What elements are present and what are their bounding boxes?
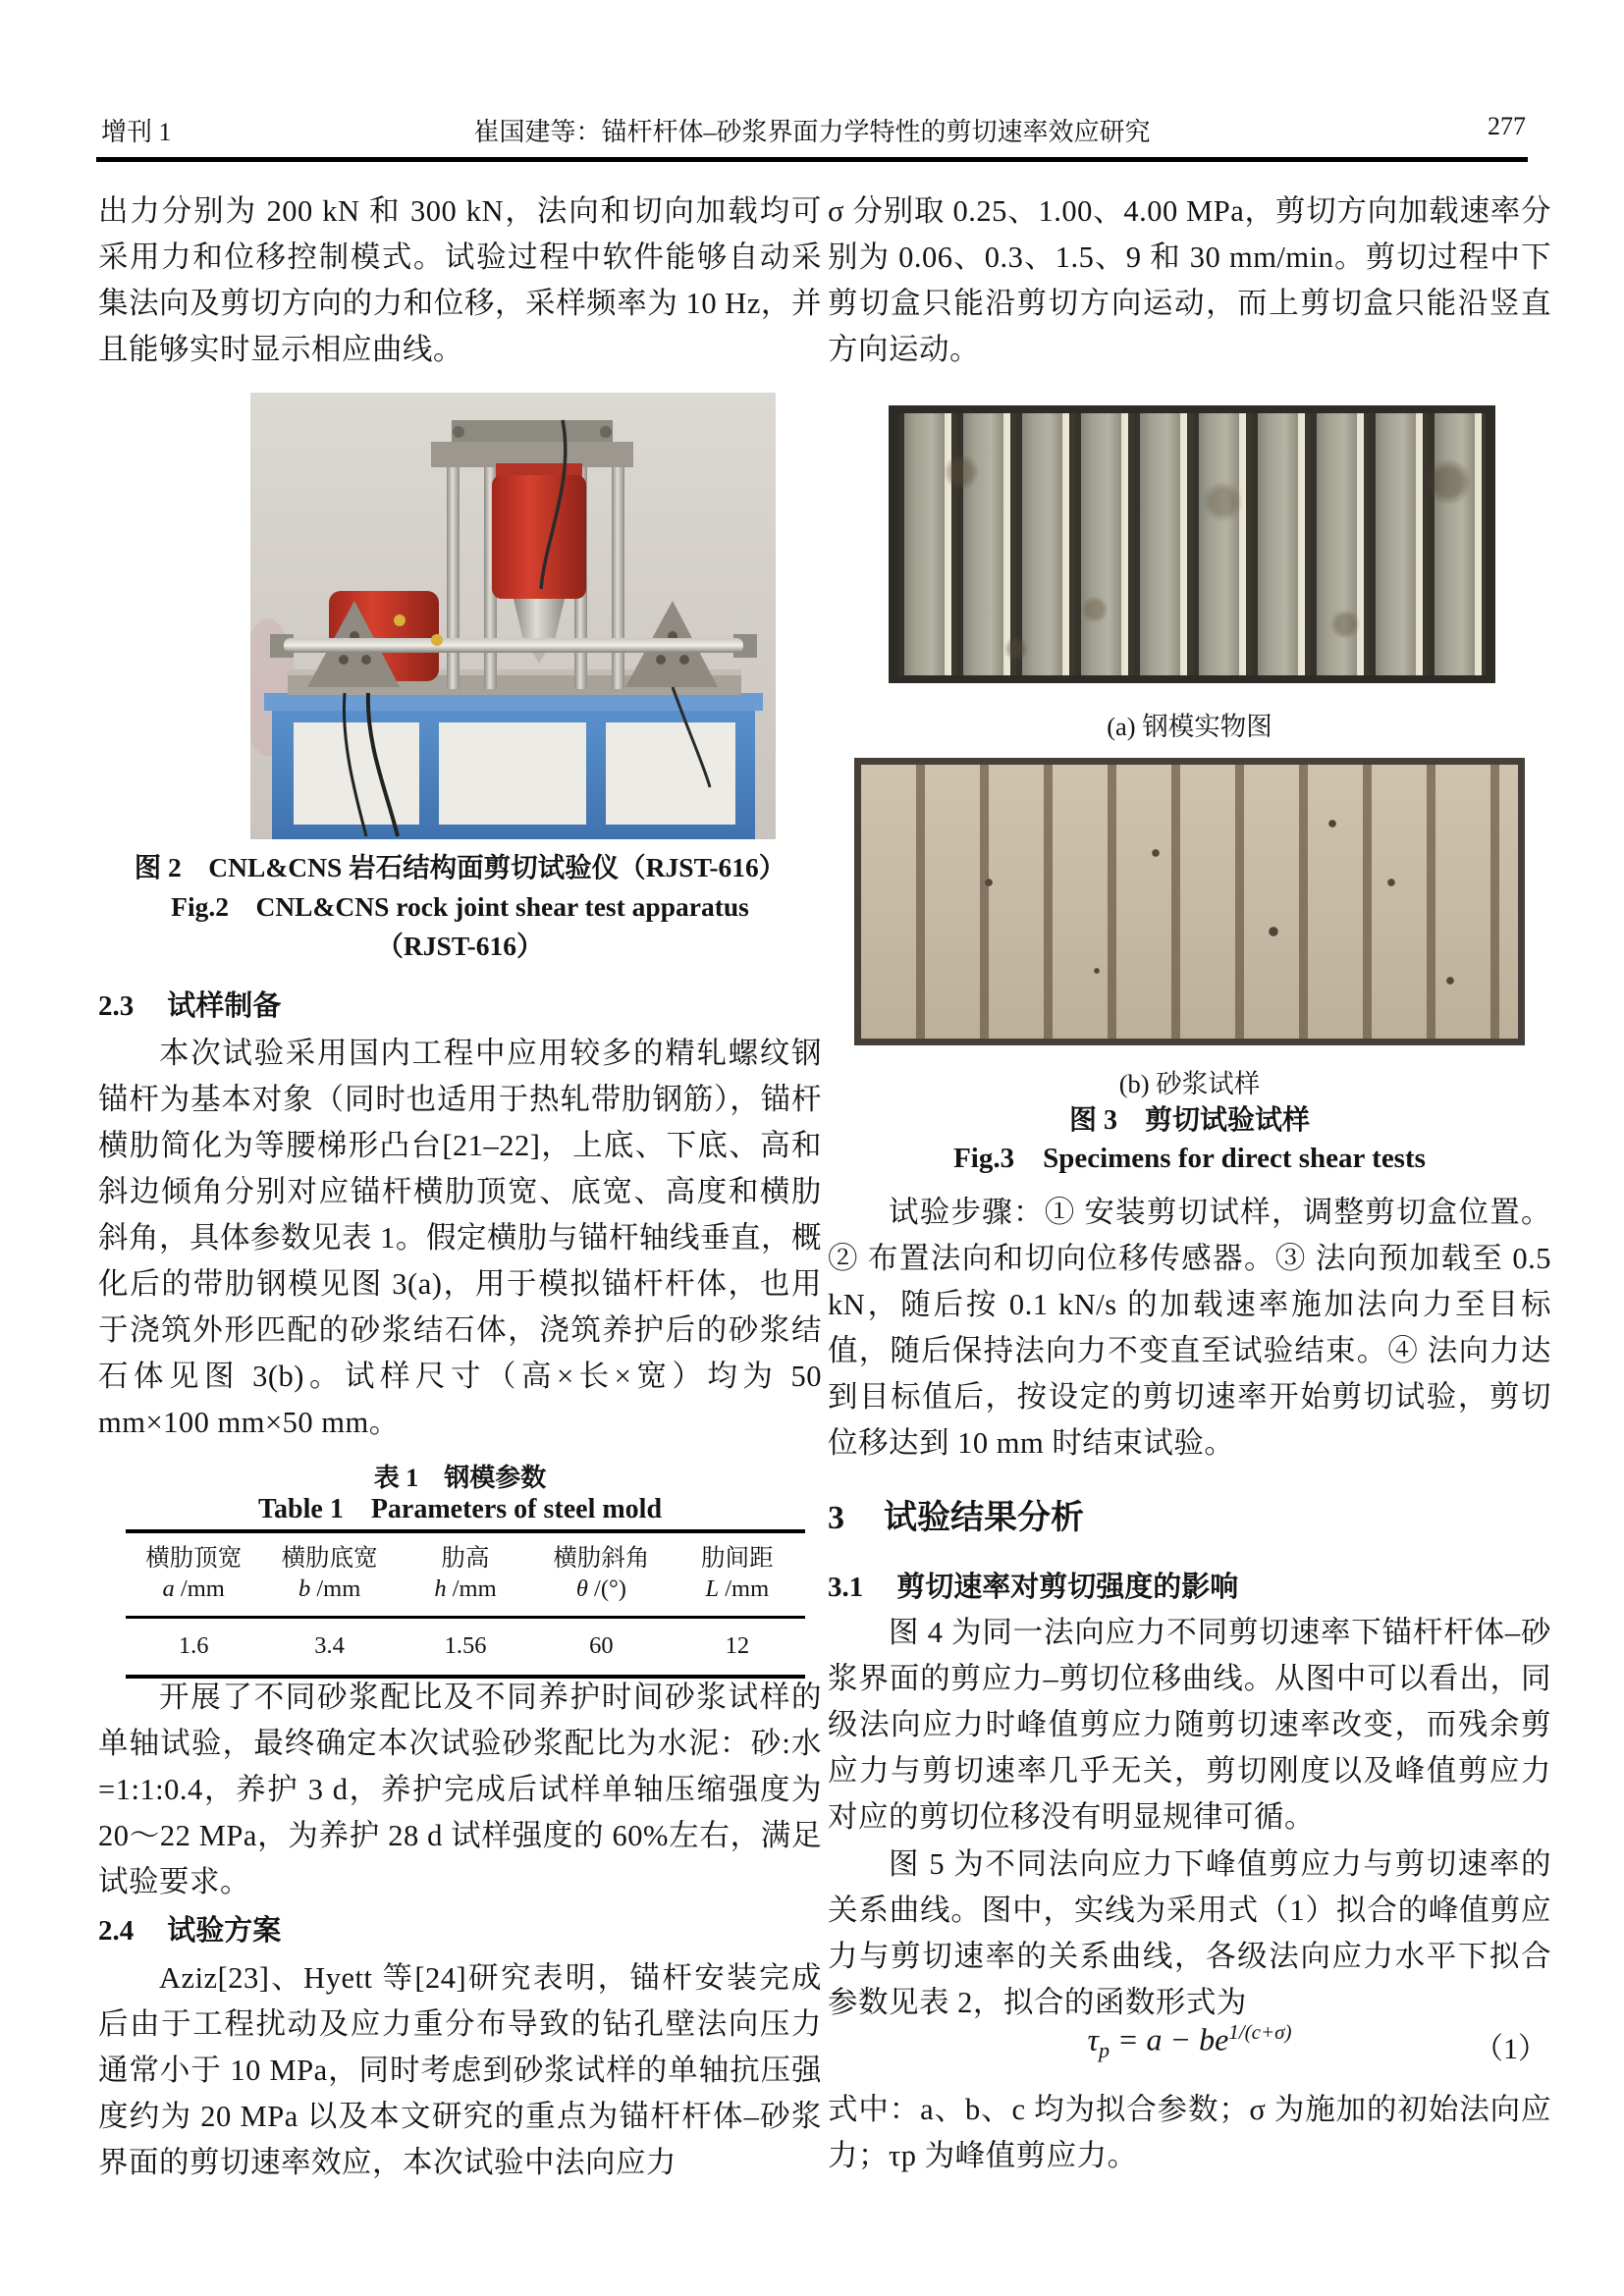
section-title: 剪切速率对剪切强度的影响 [896,1572,1239,1603]
section-number: 3.1 [828,1572,864,1603]
section-title: 试样制备 [167,990,282,1022]
table1-caption-en: Table 1 Parameters of steel mold [257,1494,663,1524]
table1-value-cell: 1.6 [178,1632,209,1659]
table1-header-cell: 肋高 h /mm [434,1545,497,1602]
paragraph-right-5: 式中：a、b、c 均为拟合参数；σ 为施加的初始法向应力；τp 为峰值剪应力。 [828,2093,1551,2172]
journal-issue-label: 增刊 1 [101,118,172,146]
fig2-caption-en: Fig.2 CNL&CNS rock joint shear test apparatus [171,891,749,922]
equation-number: （1） [1474,2033,1547,2065]
table1-header-cell: 横肋顶宽 a /mm [145,1545,243,1602]
section-heading-3 [828,1490,1551,1538]
section-number: 2.4 [98,1915,135,1947]
fig3b-caption: (b) 砂浆试样 [1118,1069,1261,1098]
table1-value-cell: 1.56 [444,1632,487,1659]
table1-header-cell: 肋间距 L /mm [701,1545,774,1602]
section-heading-2-3 [98,984,822,1024]
mortar-specimen-surface [861,765,1518,1039]
equation-subscript: p [1098,2038,1110,2063]
table1 [126,1529,805,1679]
paragraph-right-4: 图 5 为不同法向应力下峰值剪应力与剪切速率的关系曲线。图中，实线为采用式（1）拟合的峰值剪应力与剪切速率的关系曲线，各级法向应力水平下拟合参数见表 2，拟合的函数形式为 [828,1847,1551,2019]
photo-steel-mold [889,405,1495,683]
apparatus-illustration [250,393,776,839]
page-number: 277 [1488,112,1526,140]
fig2-caption-en2: （RJST-616） [376,931,544,961]
section-heading-2-4 [98,1908,822,1949]
paragraph-right-3: 图 4 为同一法向应力不同剪切速率下锚杆杆体–砂浆界面的剪应力–剪切位移曲线。从图中可以看出，同级法向应力时峰值剪应力随剪切速率改变，而残余剪应力与剪切速率几乎无关，剪切刚度以及峰值剪应力对应的剪切位移没有明显规律可循。 [828,1616,1551,1834]
fig3-caption-en: Fig.3 Specimens for direct shear tests [953,1143,1426,1174]
table1-header-cell: 横肋底宽 b /mm [281,1545,378,1602]
paragraph-left-2: 本次试验采用国内工程中应用较多的精轧螺纹钢锚杆为基本对象（同时也适用于热轧带肋钢筋），锚杆横肋简化为等腰梯形凸台[21–22]，上底、下底、高和斜边倾角分别对应锚杆横肋顶宽、底宽、高度和横肋斜角，具体参数见表 1。假定横肋与锚杆轴线垂直，概化后的带肋钢模见图 3(a)，用于模拟锚杆杆体，也用于浇筑外形匹配的砂浆结石体，浇筑养护后的砂浆结石体见图 3(b)。试样尺寸（高×长×宽）均为 50 mm×100 mm×50 mm。 [98,1037,822,1439]
equation-superscript: 1/(c+σ) [1228,2020,1292,2044]
paragraph-right-2: 试验步骤：① 安装剪切试样，调整剪切盒位置。② 布置法向和切向位移传感器。③ 法向预加载至 0.5 kN，随后按 0.1 kN/s 的加载速率施加法向力至目标值，随后保持法向力不变直至试验结束。④ 法向力达到目标值后，按设定的剪切速率开始剪切试验，剪切位移达到 10 mm 时结束试验。 [828,1196,1551,1460]
paragraph-left-3: 开展了不同砂浆配比及不同养护时间砂浆试样的单轴试验，最终确定本次试验砂浆配比为水泥：砂:水=1:1:0.4，养护 3 d，养护完成后试样单轴压缩强度为 20～22 MPa，为养护 28 d 试样强度的 60%左右，满足试验要求。 [98,1681,822,1898]
equation-tau: τ [1087,2021,1099,2057]
fig3a-caption: (a) 钢模实物图 [1107,712,1272,741]
steel-mold-texture [898,413,1486,675]
table1-header-cell: 横肋斜角 θ /(°) [553,1545,650,1602]
section-title: 试验结果分析 [884,1500,1084,1536]
table1-header-row [126,1533,805,1619]
section-title: 试验方案 [167,1915,282,1947]
paragraph-left-1: 出力分别为 200 kN 和 300 kN，法向和切向加载均可采用力和位移控制模式。试验过程中软件能够自动采集法向及剪切方向的力和位移，采样频率为 10 Hz，并且能够实时显示相应曲线。 [98,194,822,366]
section-number: 2.3 [98,990,135,1022]
fig3-caption-cn: 图 3 剪切试验试样 [1068,1105,1310,1136]
table1-value-cell: 3.4 [314,1632,345,1659]
photo-shear-test-apparatus [250,393,776,839]
table1-value-cell: 60 [589,1632,614,1659]
photo-mortar-specimen [854,758,1525,1045]
header-rule [96,157,1528,162]
table1-value-cell: 12 [725,1632,750,1659]
fig2-caption-cn: 图 2 CNL&CNS 岩石结构面剪切试验仪（RJST-616） [134,852,786,882]
running-title: 崔国建等：锚杆杆体–砂浆界面力学特性的剪切速率效应研究 [473,118,1151,146]
section-heading-3-1 [828,1565,1551,1605]
table1-value-row [126,1619,805,1675]
section-number: 3 [828,1500,844,1536]
paragraph-right-1: σ 分别取 0.25、1.00、4.00 MPa，剪切方向加载速率分别为 0.06、0.3、1.5、9 和 30 mm/min。剪切过程中下剪切盒只能沿剪切方向运动，而上剪切盒只能沿竖直方向运动。 [828,194,1551,366]
table1-caption-cn: 表 1 钢模参数 [373,1464,547,1492]
equation-body [828,2020,1551,2063]
equation-mid: = a − be [1109,2021,1229,2057]
paragraph-left-4: Aziz[23]、Hyett 等[24]研究表明，锚杆安装完成后由于工程扰动及应力重分布导致的钻孔壁法向压力通常小于 10 MPa，同时考虑到砂浆试样的单轴抗压强度约为 20 MPa 以及本文研究的重点为锚杆杆体–砂浆界面的剪切速率效应，本次试验中法向应力 [98,1961,822,2179]
equation-1 [828,2020,1551,2071]
